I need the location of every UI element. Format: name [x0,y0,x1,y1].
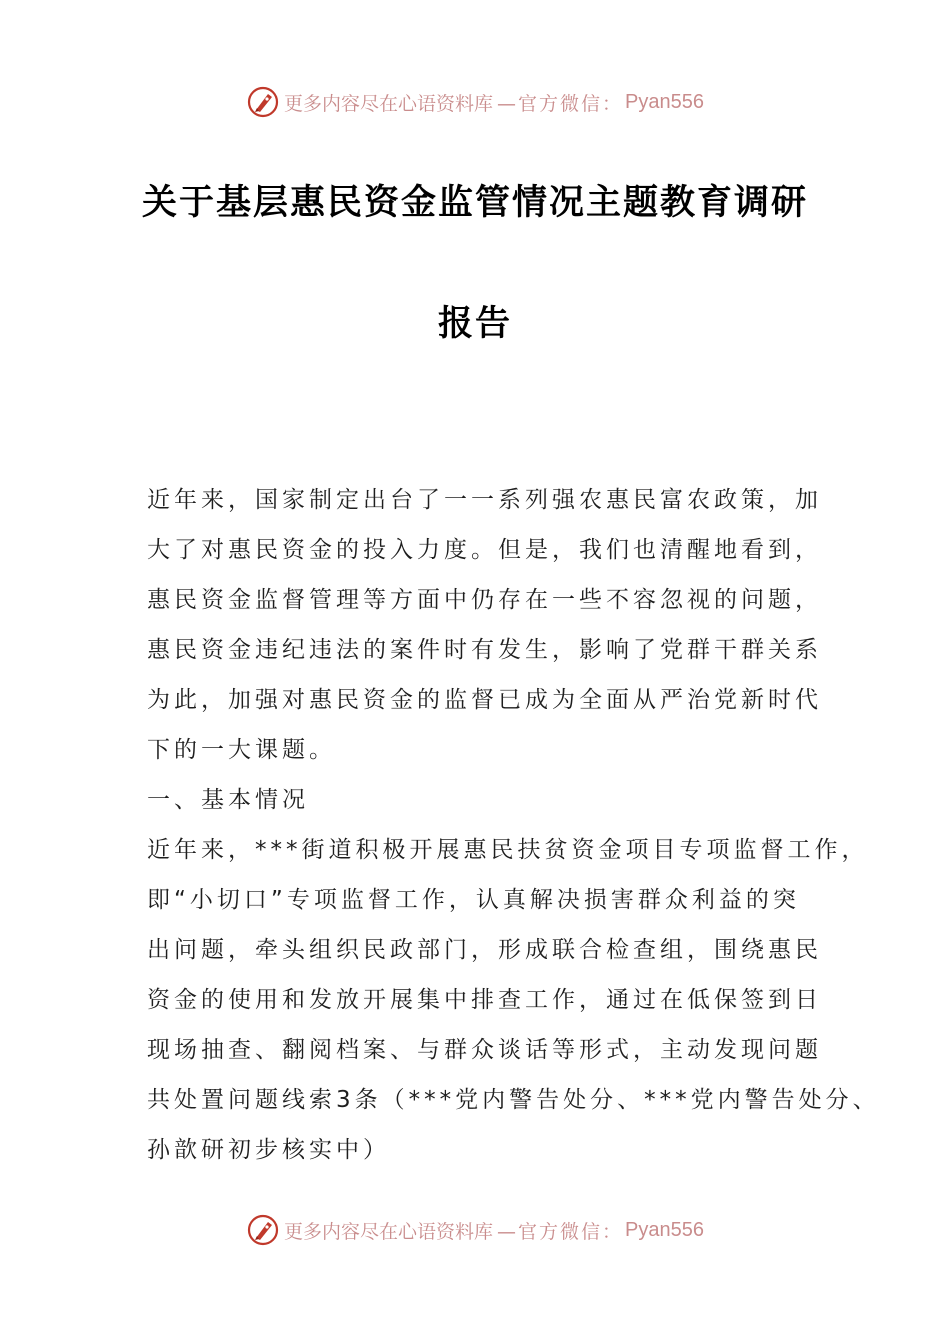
body-line: 近年来，国家制定出台了一一系列强农惠民富农政策，加 [147,487,822,513]
body-line: 资金的使用和发放开展集中排查工作，通过在低保签到日 [147,987,822,1013]
body-line: 下的一大课题。 [147,737,336,763]
watermark-header [0,82,950,122]
body-line: 惠民资金监督管理等方面中仍存在一些不容忽视的问题， [147,587,822,613]
body-line: 惠民资金违纪违法的案件时有发生，影响了党群干群关系 [147,637,822,663]
document-title-line-1: 关于基层惠民资金监管情况主题教育调研 [141,183,808,223]
body-line: 为此，加强对惠民资金的监督已成为全面从严治党新时代 [147,687,822,713]
watermark-handle: Pyan556 [625,1218,704,1241]
watermark-separator: —官方微信： [497,1220,624,1243]
body-line: 大了对惠民资金的投入力度。但是，我们也清醒地看到， [147,537,822,563]
watermark-brand: 更多内容尽在心语资料库 [284,1220,494,1243]
body-line: 近年来，***街道积极开展惠民扶贫资金项目专项监督工作， [147,837,869,863]
body-line: 出问题，牵头组织民政部门，形成联合检查组，围绕惠民 [147,937,822,963]
pen-nib-logo-icon [246,85,280,119]
watermark-separator: —官方微信： [497,92,624,115]
body-line: 共处置问题线索3条（***党内警告处分、***党内警告处分、 [147,1087,880,1113]
watermark-handle: Pyan556 [625,90,704,113]
pen-nib-logo-icon [246,1213,280,1247]
body-line: 孙歆研初步核实中） [147,1137,390,1163]
document-body [147,478,880,1178]
watermark-footer [0,1210,950,1250]
section-heading: 一、基本情况 [147,787,309,813]
body-line: 即“小切口”专项监督工作，认真解决损害群众利益的突 [147,887,800,913]
body-line: 现场抽查、翻阅档案、与群众谈话等形式，主动发现问题 [147,1037,822,1063]
watermark-brand: 更多内容尽在心语资料库 [284,92,494,115]
document-title-line-2: 报告 [437,304,512,344]
